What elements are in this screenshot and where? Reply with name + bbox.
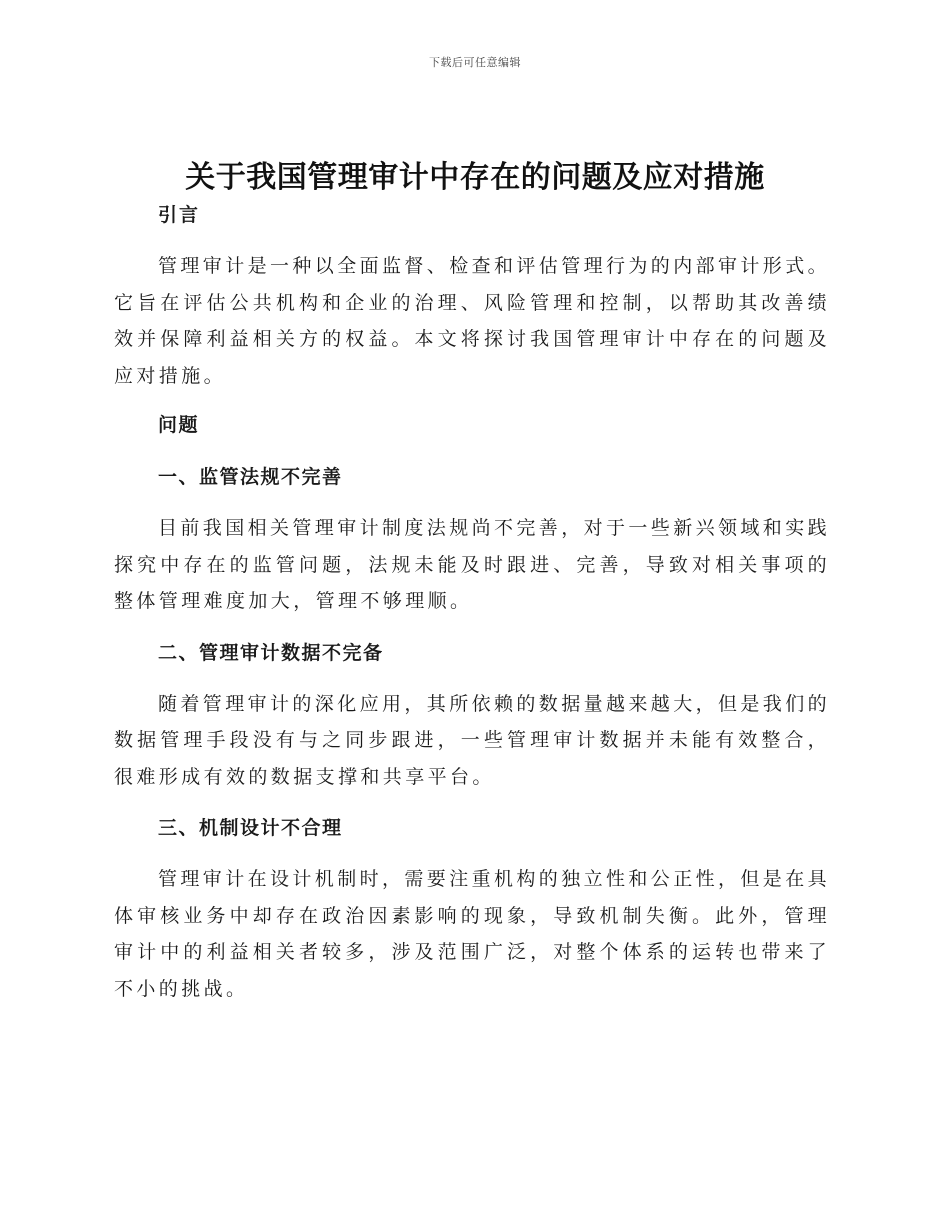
section-2-heading: 二、管理审计数据不完备: [158, 641, 384, 664]
header-note: 下载后可任意编辑: [429, 56, 521, 69]
section-3-paragraph: 管理审计在设计机制时，需要注重机构的独立性和公正性，但是在具体审核业务中却存在政治因素影响的现象，导致机制失衡。此外，管理审计中的利益相关者较多，涉及范围广泛，对整个体系的运转也带来了不小的挑战。: [114, 868, 831, 1000]
section-1-heading: 一、监管法规不完善: [158, 466, 343, 488]
document-title: 关于我国管理审计中存在的问题及应对措施: [185, 160, 765, 195]
section-3-heading: 三、机制设计不合理: [158, 817, 343, 839]
intro-paragraph: 管理审计是一种以全面监督、检查和评估管理行为的内部审计形式。它旨在评估公共机构和企业的治理、风险管理和控制，以帮助其改善绩效并保障利益相关方的权益。本文将探讨我国管理审计中存在的问题及应对措施。: [114, 255, 831, 387]
problems-heading: 问题: [158, 414, 200, 436]
document-body: [114, 198, 830, 1007]
section-2-paragraph: 随着管理审计的深化应用，其所依赖的数据量越来越大，但是我们的数据管理手段没有与之同步跟进，一些管理审计数据并未能有效整合，很难形成有效的数据支撑和共享平台。: [114, 692, 831, 788]
intro-heading: 引言: [158, 204, 201, 226]
section-1-paragraph: 目前我国相关管理审计制度法规尚不完善，对于一些新兴领域和实践探究中存在的监管问题，法规未能及时跟进、完善，导致对相关事项的整体管理难度加大，管理不够理顺。: [114, 517, 831, 612]
